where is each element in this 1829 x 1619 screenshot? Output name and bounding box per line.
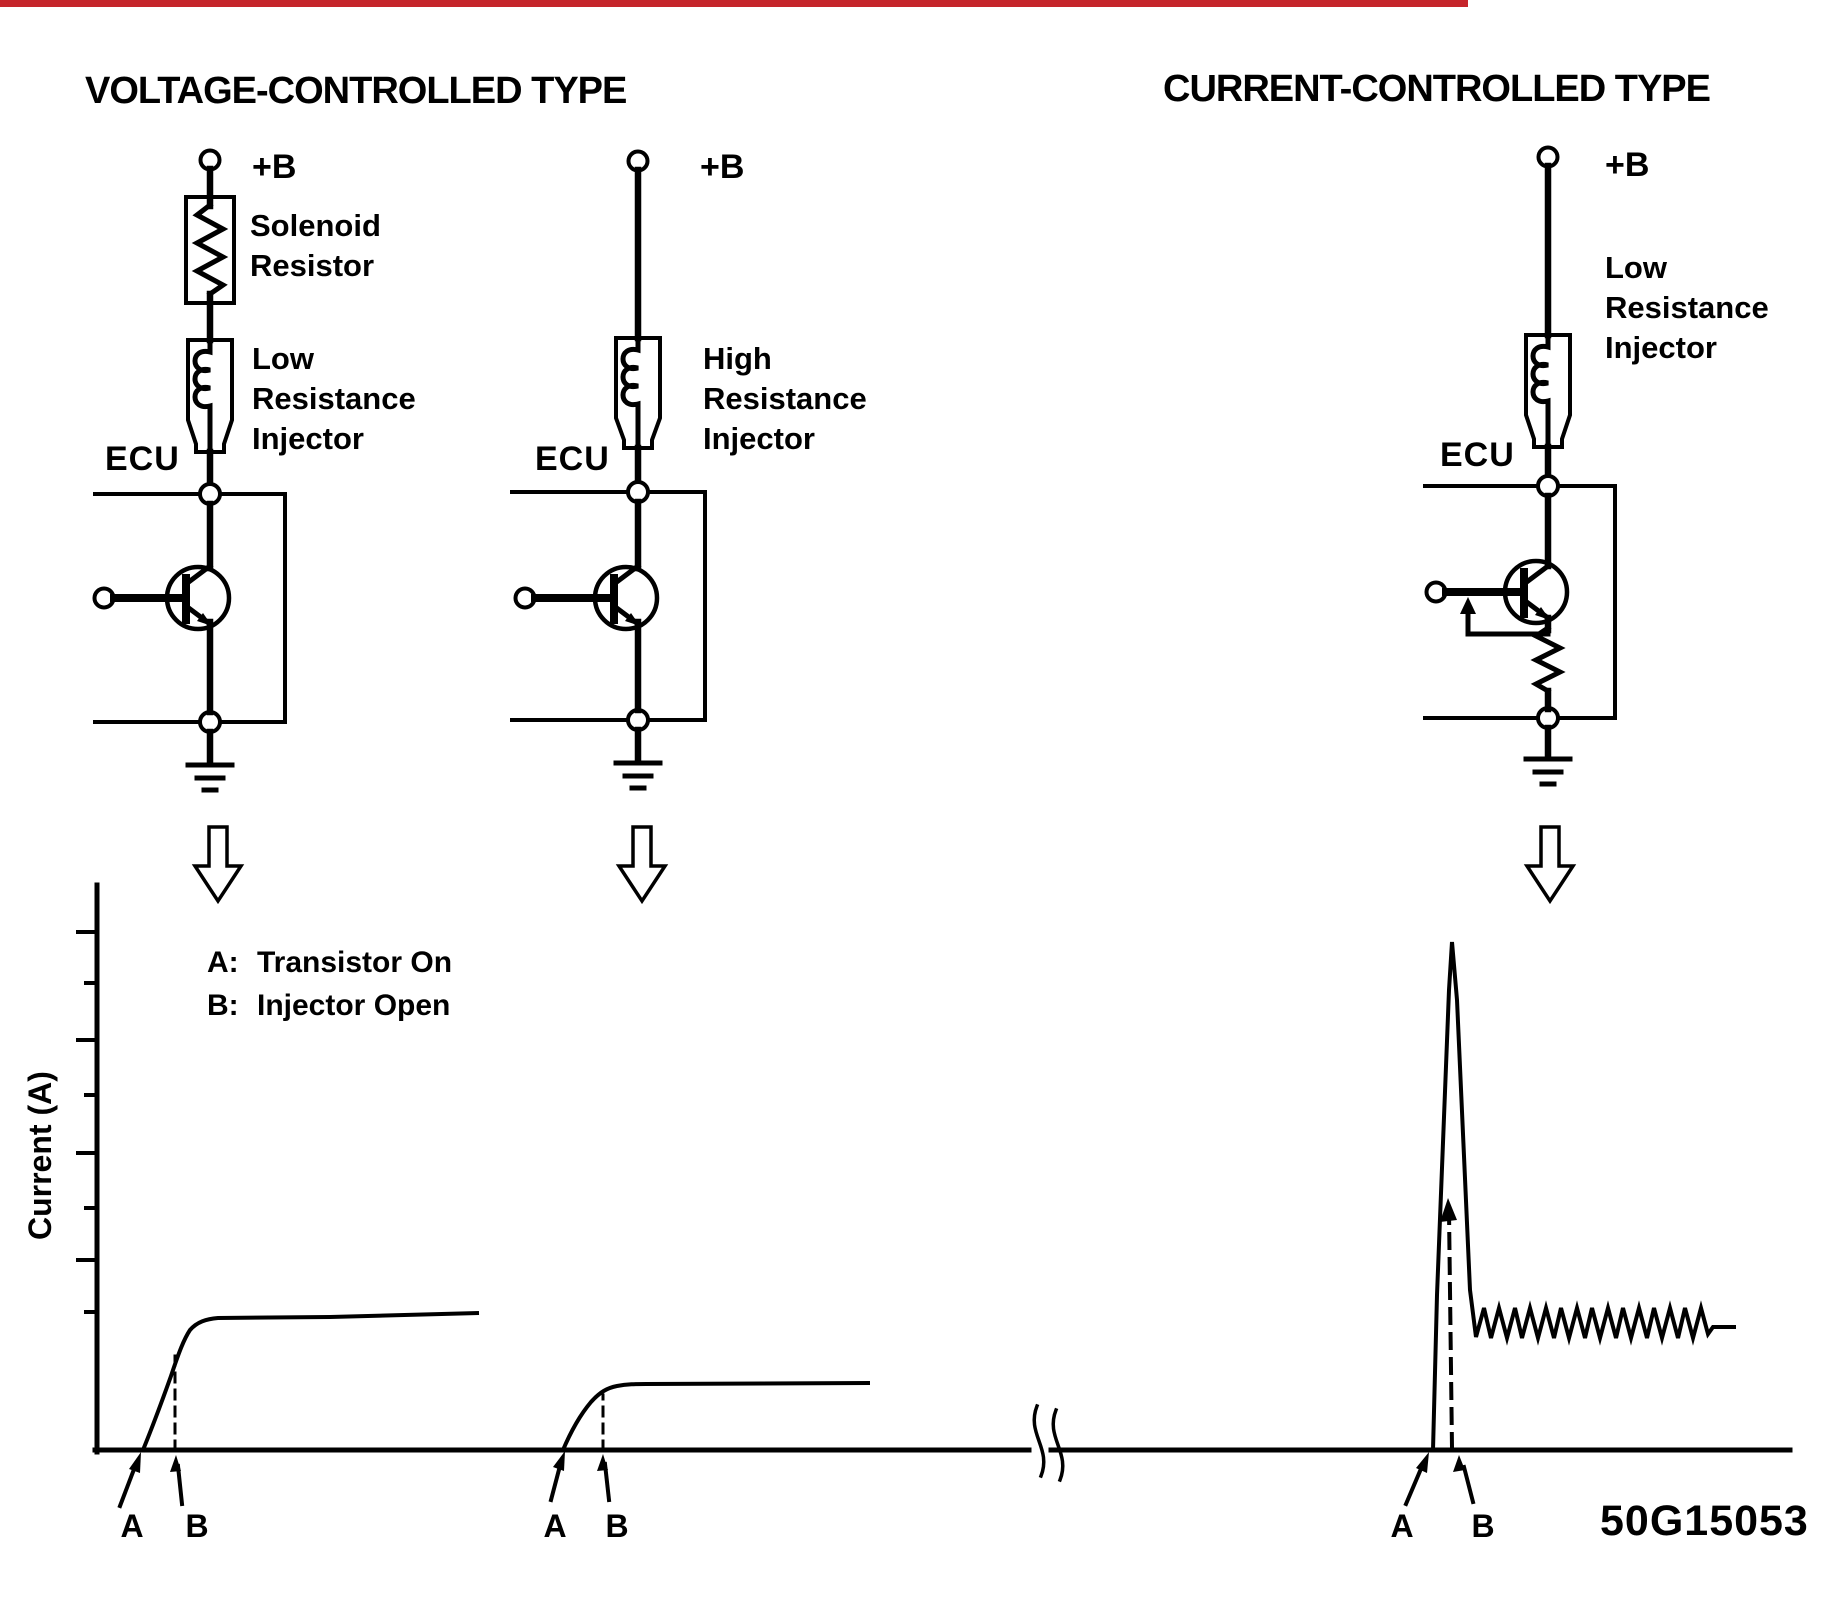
marker-b: B — [1471, 1508, 1495, 1544]
marker-b: B — [605, 1508, 629, 1544]
low-resistance-injector-label: Low — [252, 341, 314, 376]
ecu-label: ECU — [105, 440, 180, 478]
waveform-voltage-low-resistance — [120, 1313, 477, 1506]
ecu-label: ECU — [1440, 436, 1515, 474]
solenoid-resistor-label: Solenoid — [250, 208, 381, 243]
feedback-path — [1460, 597, 1548, 634]
legend-key-b: B: — [207, 989, 239, 1022]
marker-a: A — [120, 1508, 144, 1544]
legend-injector-open — [207, 991, 450, 1021]
down-arrow-icon — [195, 827, 241, 901]
power-label: +B — [1605, 146, 1650, 184]
y-axis-label: Current (A) — [22, 1071, 58, 1240]
title-current-controlled: CURRENT-CONTROLLED TYPE — [1163, 68, 1710, 110]
high-resistance-injector-label: High — [703, 341, 772, 376]
legend-text-a: Transistor On — [257, 946, 453, 979]
power-label: +B — [700, 148, 745, 186]
down-arrow-icon — [1527, 827, 1573, 901]
resistor-zigzag-icon — [197, 205, 223, 294]
low-resistance-injector-label: Resistance — [1605, 290, 1769, 325]
title-voltage-controlled: VOLTAGE-CONTROLLED TYPE — [85, 70, 627, 112]
ground-icon — [188, 732, 232, 790]
transistor-icon — [167, 504, 229, 712]
low-resistance-injector-label: Resistance — [252, 381, 416, 416]
axis-break-icon — [1034, 1406, 1063, 1480]
low-resistance-injector-label: Injector — [252, 421, 364, 456]
transistor-icon — [595, 502, 657, 710]
current-sense-resistor-icon — [1536, 628, 1560, 691]
low-resistance-injector-label: Low — [1605, 250, 1667, 285]
y-axis-ticks — [78, 932, 97, 1312]
marker-a: A — [1390, 1508, 1414, 1544]
marker-a: A — [543, 1508, 567, 1544]
injector-coil-icon — [195, 340, 210, 452]
legend-key-a: A: — [207, 946, 239, 979]
high-resistance-injector-label: Injector — [703, 421, 815, 456]
ecu-label: ECU — [535, 440, 610, 478]
down-arrow-icon — [619, 827, 665, 901]
ground-icon — [1526, 728, 1570, 784]
low-resistance-injector-label: Injector — [1605, 330, 1717, 365]
legend-transistor-on — [207, 948, 452, 978]
injector-open-dashed-line — [1449, 1212, 1452, 1448]
waveform-current-controlled — [1406, 942, 1734, 1504]
high-resistance-injector-label: Resistance — [703, 381, 867, 416]
waveform-voltage-high-resistance — [551, 1383, 868, 1500]
injector-coil-icon — [1533, 335, 1548, 447]
figure-part-number: 50G15053 — [1600, 1497, 1809, 1545]
ground-icon — [616, 730, 660, 788]
power-label: +B — [252, 148, 297, 186]
transistor-icon — [1505, 496, 1567, 630]
solenoid-resistor-label: Resistor — [250, 248, 375, 283]
marker-b: B — [185, 1508, 209, 1544]
legend-text-b: Injector Open — [257, 989, 451, 1022]
ecu-box — [512, 492, 705, 720]
injector-coil-icon — [623, 338, 638, 448]
